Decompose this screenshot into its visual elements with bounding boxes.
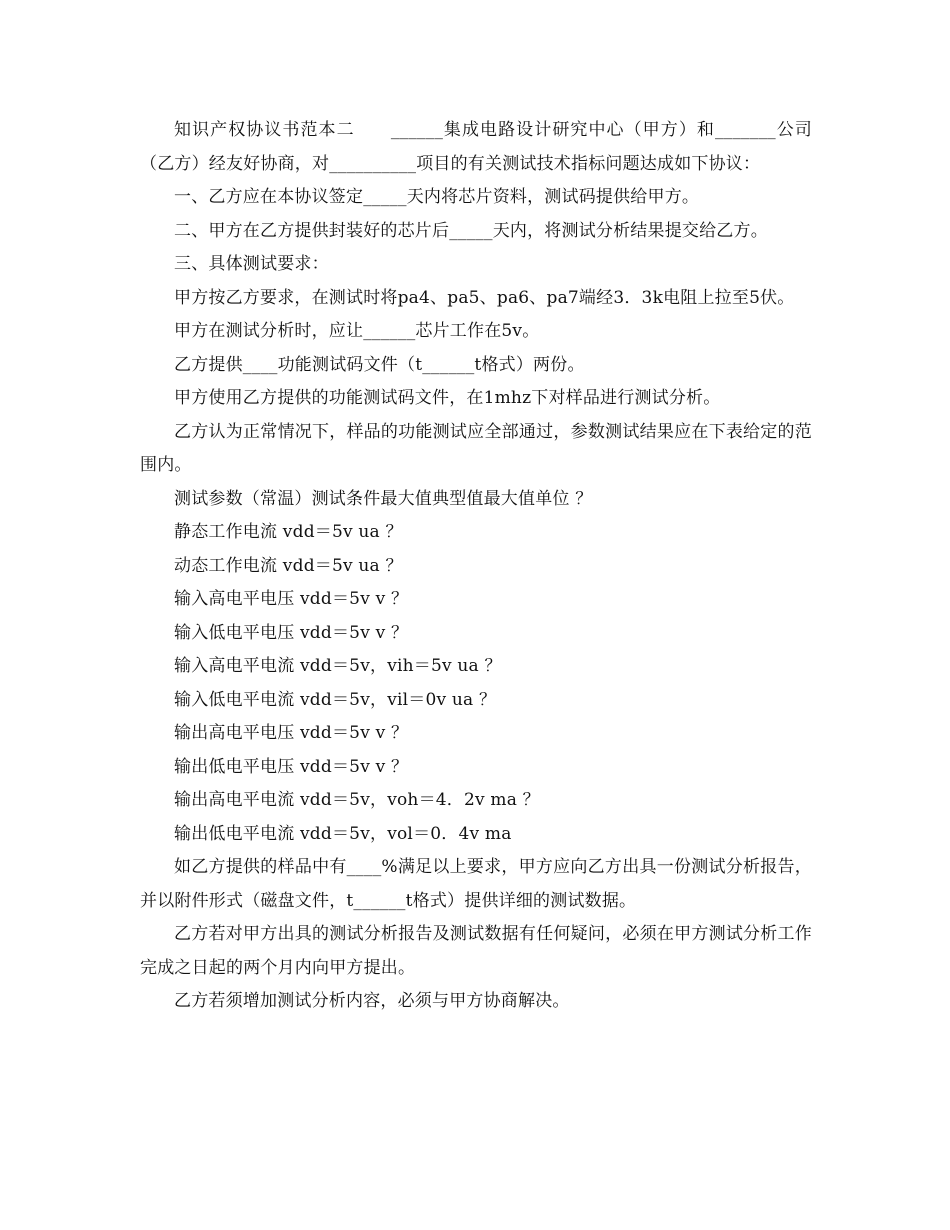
table-row: 输出低电平电流 vdd＝5v，vol＝0．4v ma [174, 823, 512, 844]
table-row: 输入高电平电流 vdd＝5v，vih＝5v ua ？ [174, 656, 502, 676]
test-frequency-requirement: 甲方使用乙方提供的功能测试码文件，在1mhz下对样品进行测试分析。 [174, 388, 721, 408]
table-row: 动态工作电流 vdd＝5v ua ？ [174, 555, 403, 576]
test-code-requirement: 乙方提供____功能测试码文件（t______t格式）两份。 [174, 354, 585, 375]
table-row: 输出高电平电压 vdd＝5v v ？ [174, 723, 409, 743]
intro-paragraph: 知识产权协议书范本二 ______集成电路设计研究中心（甲方）和_______公司（乙方）经友好协商，对__________项目的有关测试技术指标问题达成如下协议： [140, 120, 812, 174]
document-body [140, 114, 812, 1019]
pull-up-requirement: 甲方按乙方要求，在测试时将pa4、pa5、pa6、pa7端经3．3k电阻上拉至5伏。 [174, 287, 795, 308]
table-row: 输入低电平电流 vdd＝5v，vil＝0v ua ？ [174, 689, 497, 710]
additional-testing-clause: 乙方若须增加测试分析内容，必须与甲方协商解决。 [174, 991, 570, 1011]
report-clause: 如乙方提供的样品中有____%满足以上要求，甲方应向乙方出具一份测试分析报告，并以附件形式（磁盘文件，t______t格式）提供详细的测试数据。 [140, 857, 812, 911]
clause-2: 二、甲方在乙方提供封装好的芯片后_____天内，将测试分析结果提交给乙方。 [174, 220, 768, 241]
table-row: 静态工作电流 vdd＝5v ua ？ [174, 522, 403, 542]
clause-1: 一、乙方应在本协议签定_____天内将芯片资料，测试码提供给甲方。 [174, 187, 700, 207]
clause-3-heading: 三、具体测试要求： [174, 254, 329, 274]
voltage-requirement: 甲方在测试分析时，应让______芯片工作在5v。 [174, 321, 540, 341]
table-row: 输出高电平电流 vdd＝5v，voh＝4．2v ma ？ [174, 790, 540, 810]
table-header-row: 测试参数（常温）测试条件最大值典型值最大值单位 ？ [174, 488, 593, 509]
test-range-statement: 乙方认为正常情况下，样品的功能测试应全部通过，参数测试结果应在下表给定的范围内。 [140, 421, 812, 475]
table-row: 输入高电平电压 vdd＝5v v ？ [174, 589, 409, 609]
table-row: 输入低电平电压 vdd＝5v v ？ [174, 622, 409, 643]
objection-clause: 乙方若对甲方出具的测试分析报告及测试数据有任何疑问，必须在甲方测试分析工作完成之日起的两个月内向甲方提出。 [140, 924, 812, 978]
table-row: 输出低电平电压 vdd＝5v v ？ [174, 756, 409, 777]
